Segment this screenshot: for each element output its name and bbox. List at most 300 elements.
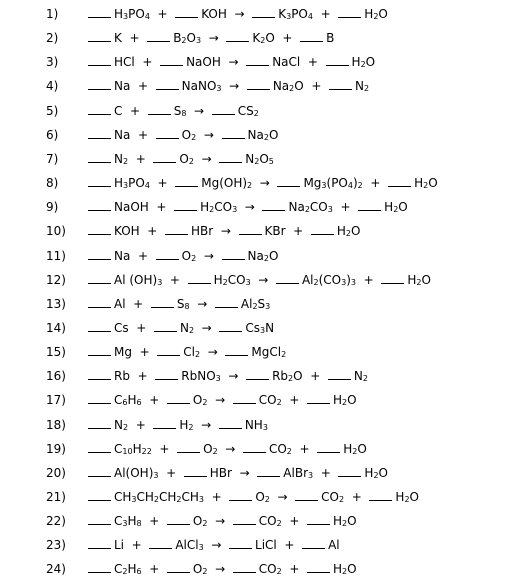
coefficient-blank[interactable] [88,490,111,501]
coefficient-blank[interactable] [148,104,171,115]
coefficient-blank[interactable] [157,345,180,356]
formula-text: + [313,465,339,480]
coefficient-blank[interactable] [88,514,111,525]
subscript: 3 [350,277,356,287]
formula-text: O [357,441,367,456]
coefficient-blank[interactable] [338,466,361,477]
subscript: 8 [136,519,142,529]
coefficient-blank[interactable] [302,538,325,549]
coefficient-blank[interactable] [88,418,111,429]
subscript: 2 [342,519,348,529]
formula-text: + [162,272,188,287]
formula-text: Al + [114,296,151,311]
coefficient-blank[interactable] [156,79,179,90]
formula-text: O [259,151,269,166]
coefficient-blank[interactable] [388,176,411,187]
formula-text: Al [328,538,340,553]
coefficient-blank[interactable] [229,490,252,501]
coefficient-blank[interactable] [317,442,340,453]
formula-text: AlBr [283,465,309,480]
formula-text: H [336,224,346,239]
coefficient-blank[interactable] [88,442,111,453]
equation-number: 9) [46,200,59,215]
subscript: 2 [357,181,363,191]
formula-text: + [158,465,184,480]
formula-text: → [207,393,233,408]
formula-text: C [114,441,123,456]
equation-number: 14) [46,320,66,335]
formula-text: NaNO [181,79,217,94]
equation-number: 11) [46,248,66,263]
subscript: 2 [254,156,260,166]
coefficient-blank[interactable] [215,297,238,308]
coefficient-blank[interactable] [262,200,285,211]
subscript: 2 [313,277,319,287]
subscript: 3 [327,205,333,215]
formula-text: O [347,514,357,529]
coefficient-blank[interactable] [88,321,111,332]
coefficient-blank[interactable] [277,176,300,187]
equation-text [88,55,375,69]
coefficient-blank[interactable] [155,369,178,380]
formula-text: CH [136,490,154,504]
equation-number: 7) [46,151,59,166]
formula-text: Al (OH) [114,272,158,287]
coefficient-blank[interactable] [88,393,111,404]
formula-text: CO [258,562,277,577]
coefficient-blank[interactable] [147,31,170,42]
subscript: 2 [263,253,269,263]
coefficient-blank[interactable] [88,128,111,139]
subscript: 2 [252,301,258,311]
formula-text: O [181,127,192,142]
subscript: 22 [141,446,152,456]
subscript: 3 [286,12,292,21]
equation-text [88,128,278,142]
subscript: 2 [289,84,295,94]
subscript: 2 [404,495,410,504]
equation-row [0,174,515,194]
formula-text: + [128,417,154,432]
formula-text: O [268,248,279,263]
coefficient-blank[interactable] [219,152,242,163]
coefficient-blank[interactable] [156,128,179,139]
coefficient-blank[interactable] [174,200,197,211]
subscript: 2 [342,398,348,408]
equation-text [88,369,368,383]
coefficient-blank[interactable] [88,200,111,211]
coefficient-blank[interactable] [88,369,111,380]
coefficient-blank[interactable] [88,562,111,573]
subscript: 2 [122,422,129,432]
coefficient-blank[interactable] [153,418,176,429]
equation-number: 3) [46,55,59,70]
formula-text: H [114,7,124,21]
formula-text: → [221,79,247,94]
formula-text: H [127,393,137,408]
formula-text: O [378,7,388,21]
formula-text: → [203,538,230,553]
subscript: 3 [265,301,271,311]
coefficient-blank[interactable] [177,442,200,453]
coefficient-blank[interactable] [222,128,245,139]
coefficient-blank[interactable] [88,55,111,66]
coefficient-blank[interactable] [252,7,275,18]
coefficient-blank[interactable] [88,297,111,308]
formula-text: H [395,490,405,504]
formula-text: H [343,441,353,456]
subscript: 3 [198,495,204,504]
subscript: 2 [122,567,128,577]
subscript: 2 [176,495,182,504]
subscript: 2 [212,446,218,456]
equation-text [88,224,360,238]
formula-text: K + [114,31,148,46]
coefficient-blank[interactable] [154,321,177,332]
formula-text: + [332,200,359,215]
formula-text: + [344,490,370,504]
formula-text: N [245,151,255,166]
equation-row [0,126,515,146]
coefficient-blank[interactable] [88,466,111,477]
formula-text: → [252,176,278,191]
subscript: 2 [247,181,253,191]
formula-text: K [278,7,287,21]
coefficient-blank[interactable] [311,224,334,235]
equation-text [88,176,438,190]
formula-text: Cs [245,320,260,335]
formula-text: HCl + [114,55,161,70]
equation-number: 4) [46,79,59,94]
formula-text: + [362,176,389,191]
formula-text: PO [128,7,145,21]
formula-text: + [141,562,167,577]
coefficient-blank[interactable] [257,466,280,477]
coefficient-blank[interactable] [175,176,198,187]
subscript: 2 [202,398,208,408]
coefficient-blank[interactable] [326,55,349,66]
formula-text: HBr → [209,465,258,480]
coefficient-blank[interactable] [156,249,179,260]
coefficient-blank[interactable] [88,249,111,260]
coefficient-blank[interactable] [151,297,174,308]
formula-text: + [141,514,167,529]
formula-text: + [291,441,318,456]
coefficient-blank[interactable] [239,224,262,235]
formula-text: + [204,490,230,504]
formula-text: Al(OH) [114,465,154,480]
formula-text: MgCl [251,345,282,360]
coefficient-blank[interactable] [165,224,188,235]
equation-text [88,104,259,118]
coefficient-blank[interactable] [153,152,176,163]
subscript: 2 [352,446,358,456]
subscript: 2 [364,84,370,94]
formula-text: → [196,127,222,142]
coefficient-blank[interactable] [88,538,111,549]
coefficient-blank[interactable] [167,562,190,573]
subscript: 2 [191,132,197,142]
coefficient-blank[interactable] [246,55,269,66]
subscript: 3 [341,277,347,287]
coefficient-blank[interactable] [175,7,198,18]
equation-row [0,29,515,49]
subscript: 2 [253,108,259,118]
equation-number: 13) [46,296,66,311]
formula-text: CO [227,272,246,287]
coefficient-blank[interactable] [88,273,111,284]
equation-text [88,273,431,287]
formula-text: O [347,393,357,408]
subscript: 4 [347,181,353,191]
equation-text [88,79,369,93]
formula-text: O + [265,31,301,46]
equation-number: 17) [46,393,66,408]
equation-row [0,343,515,363]
formula-text: O [351,224,361,239]
formula-text: CS [237,103,254,118]
subscript: 3 [308,470,314,480]
formula-text: → [196,248,222,263]
formula-text: H [414,176,424,191]
equation-text [88,490,419,504]
formula-text: NH [244,417,263,432]
equation-row [0,102,515,122]
equation-text [88,538,340,552]
formula-text: → [186,103,212,118]
coefficient-blank[interactable] [233,562,256,573]
subscript: 3 [131,495,137,504]
coefficient-blank[interactable] [328,369,351,380]
formula-text: → [193,417,219,432]
coefficient-blank[interactable] [88,7,111,18]
formula-text: N [355,79,365,94]
subscript: 3 [232,205,238,215]
equation-text [88,297,270,311]
formula-text: AlCl [175,538,199,553]
subscript: 6 [136,567,142,577]
coefficient-blank[interactable] [307,514,330,525]
formula-text: O [203,441,213,456]
formula-text: H [384,200,394,215]
coefficient-blank[interactable] [247,79,270,90]
equation-row [0,464,515,484]
subscript: 2 [339,495,345,504]
subscript: 5 [268,156,274,166]
formula-text: Na [247,248,264,263]
subscript: 2 [264,495,270,504]
subscript: 2 [288,374,294,384]
subscript: 2 [342,567,348,577]
formula-text: RbNO [181,369,216,384]
equation-number: 22) [46,514,66,529]
coefficient-blank[interactable] [212,104,235,115]
coefficient-blank[interactable] [295,490,318,501]
equation-number: 15) [46,345,66,360]
formula-text: H [200,200,210,215]
formula-text: → [189,296,215,311]
formula-text: Na [272,79,290,94]
equation-row [0,198,515,218]
coefficient-blank[interactable] [246,369,269,380]
equation-number: 18) [46,417,66,432]
coefficient-blank[interactable] [233,514,256,525]
subscript: 10 [122,446,133,456]
coefficient-blank[interactable] [381,273,404,284]
equation-text [88,562,357,576]
subscript: 2 [276,398,282,408]
subscript: 3 [215,374,221,384]
coefficient-blank[interactable] [88,79,111,90]
formula-text: CO [258,514,277,529]
subscript: 2 [281,350,287,360]
subscript: 2 [202,519,208,529]
formula-text: O + [294,79,330,94]
coefficient-blank[interactable] [88,152,111,163]
coefficient-blank[interactable] [184,466,207,477]
formula-text: CH [114,490,132,504]
equation-number: 5) [46,103,59,118]
formula-text: NaCl + [272,55,326,70]
formula-text: C + [114,103,148,118]
formula-text: Na + [114,127,156,142]
coefficient-blank[interactable] [88,224,111,235]
formula-text: + [281,562,308,577]
formula-text: KOH → [201,7,253,21]
formula-text: Na [288,200,305,215]
subscript: 2 [209,205,215,215]
coefficient-blank[interactable] [329,79,352,90]
coefficient-blank[interactable] [307,393,330,404]
formula-text: H [132,441,142,456]
formula-text: NaOH → [186,55,247,70]
coefficient-blank[interactable] [219,321,242,332]
subscript: 2 [202,567,208,577]
formula-text: O [268,127,279,142]
formula-text: + [149,176,176,191]
formula-text: O [398,200,408,215]
subscript: 3 [123,181,129,191]
coefficient-blank[interactable] [225,345,248,356]
subscript: 3 [259,325,266,335]
subscript: 3 [245,277,251,287]
coefficient-blank[interactable] [243,442,266,453]
formula-text: O [378,465,388,480]
coefficient-blank[interactable] [188,273,211,284]
equation-row [0,295,515,315]
subscript: 2 [362,374,368,384]
formula-text: Mg [303,176,322,191]
subscript: 2 [195,350,201,360]
equation-number: 19) [46,441,66,456]
equation-row [0,247,515,267]
formula-text: O + [293,369,328,384]
formula-text: O [365,55,376,70]
subscript: 2 [188,422,194,432]
equation-row [0,5,515,25]
formula-text: CH [159,490,177,504]
formula-text: Cl [183,345,196,360]
formula-text: → [269,490,296,504]
coefficient-blank[interactable] [369,490,392,501]
equation-row [0,512,515,532]
subscript: 4 [144,12,150,21]
subscript: 3 [123,12,129,21]
equation-text [88,249,278,263]
equation-row [0,222,515,242]
formula-text: H [127,562,137,577]
formula-text: N [353,369,363,384]
equation-text [88,7,388,21]
formula-text: N [179,320,189,335]
subscript: 3 [262,422,268,432]
formula-text: O [186,31,196,46]
formula-text: → [200,345,226,360]
coefficient-blank[interactable] [88,345,111,356]
subscript: 3 [157,277,163,287]
formula-text: → [220,369,247,384]
coefficient-blank[interactable] [88,176,111,187]
formula-text: → [207,514,233,529]
formula-text: ) [352,176,358,191]
subscript: 2 [222,277,228,287]
formula-text: PO [128,176,145,191]
coefficient-blank[interactable] [219,418,242,429]
formula-text: H [407,272,417,287]
coefficient-blank[interactable] [88,31,111,42]
formula-text: + [128,151,154,166]
coefficient-blank[interactable] [358,200,381,211]
subscript: 2 [304,205,310,215]
formula-text: H [179,417,189,432]
coefficient-blank[interactable] [167,393,190,404]
formula-text: → [207,562,233,577]
subscript: 2 [276,567,282,577]
subscript: 3 [122,519,128,529]
formula-text: O [255,490,265,504]
coefficient-blank[interactable] [229,538,252,549]
formula-text: O [192,514,203,529]
subscript: 2 [181,36,187,46]
formula-text: PO [291,7,308,21]
formula-text: CO [268,441,287,456]
formula-text: Cs + [114,320,154,335]
coefficient-blank[interactable] [149,538,172,549]
equation-text [88,345,286,359]
coefficient-blank[interactable] [226,31,249,42]
coefficient-blank[interactable] [338,7,361,18]
formula-text: Na + [114,79,156,94]
formula-text: LiCl + [255,538,303,553]
coefficient-blank[interactable] [222,249,245,260]
coefficient-blank[interactable] [276,273,299,284]
coefficient-blank[interactable] [300,31,323,42]
formula-text: C [114,562,123,577]
subscript: 6 [136,398,142,408]
coefficient-blank[interactable] [307,562,330,573]
subscript: 2 [191,253,197,263]
formula-text: → [201,31,227,46]
coefficient-blank[interactable] [88,104,111,115]
equation-number: 10) [46,224,66,239]
coefficient-blank[interactable] [160,55,183,66]
coefficient-blank[interactable] [167,514,190,525]
subscript: 2 [260,36,266,46]
formula-text: H [114,176,124,191]
coefficient-blank[interactable] [233,393,256,404]
subscript: 2 [122,156,129,166]
formula-text: CO [309,200,328,215]
